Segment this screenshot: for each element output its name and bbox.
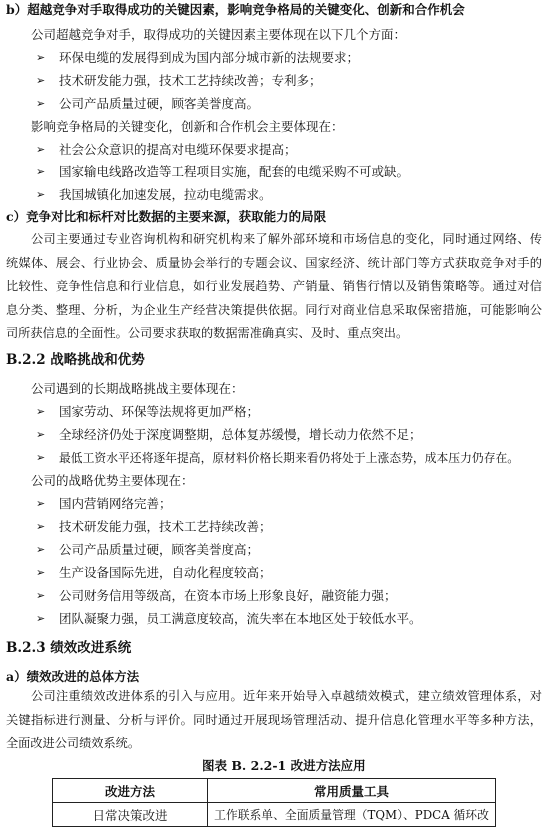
table-cell: 工作联系单、全面质量管理（TQM）、PDCA 循环改 [208, 803, 496, 827]
list-item: 技术研发能力强，技术工艺持续改善； [59, 519, 272, 534]
list-item: 社会公众意识的提高对电缆环保要求提高； [59, 142, 297, 157]
bullet-arrow-icon: ➢ [36, 405, 46, 418]
list-item: 生产设备国际先进，自动化程度较高； [59, 565, 272, 580]
section-b-intro-2: 影响竞争格局的关键变化，创新和合作机会主要体现在： [31, 119, 344, 134]
list-item: 公司产品质量过硬，顾客美誉度高。 [59, 96, 260, 111]
bullet-arrow-icon: ➢ [36, 566, 46, 579]
improvement-methods-table [52, 778, 496, 827]
bullet-arrow-icon: ➢ [36, 51, 46, 64]
table-row [53, 803, 496, 827]
list-item: 国内营销网络完善； [59, 496, 172, 511]
bullet-arrow-icon: ➢ [36, 612, 46, 625]
bullet-arrow-icon: ➢ [36, 165, 46, 178]
section-b23-paragraph: 公司注重绩效改进体系的引入与应用。近年来开始导入卓越绩效模式，建立绩效管理体系，对关键指标进行测量、分析与评价。同时通过开展现场管理活动、提升信息化管理水平等多种方法，全面改进公司绩效系统。 [6, 689, 542, 751]
bullet-arrow-icon: ➢ [36, 143, 46, 156]
list-item: 国家输电线路改造等工程项目实施，配套的电缆采购不可或缺。 [59, 164, 410, 179]
list-item: 环保电缆的发展得到成为国内部分城市新的法规要求； [59, 50, 360, 65]
section-b22-intro-2: 公司的战略优势主要体现在： [31, 473, 194, 488]
list-item: 我国城镇化加速发展，拉动电缆需求。 [59, 187, 272, 202]
section-b23-heading: B.2.3 绩效改进系统 [6, 640, 132, 656]
table-caption: 图表 B. 2.2-1 改进方法应用 [202, 758, 366, 773]
bullet-arrow-icon: ➢ [36, 451, 46, 464]
list-item: 技术研发能力强，技术工艺持续改善；专利多； [59, 73, 322, 88]
bullet-arrow-icon: ➢ [36, 97, 46, 110]
list-item: 公司财务信用等级高，在资本市场上形象良好，融资能力强； [59, 588, 397, 603]
list-item: 团队凝聚力强，员工满意度较高，流失率在本地区处于较低水平。 [59, 611, 422, 626]
list-item: 全球经济仍处于深度调整期，总体复苏缓慢，增长动力依然不足； [59, 427, 422, 442]
section-b22-heading: B.2.2 战略挑战和优势 [6, 352, 145, 368]
table-header: 常用质量工具 [208, 779, 496, 803]
list-item: 国家劳动、环保等法规将更加严格； [59, 404, 260, 419]
section-c-paragraph: 公司主要通过专业咨询机构和研究机构来了解外部环境和市场信息的变化，同时通过网络、传统媒体、展会、行业协会、质量协会举行的专题会议、国家经济、统计部门等方式获取竞争对手的比较性、竞争性信息和行业信息，如行业发展趋势、产销量、销售行情以及销售策略等。通过对信息分类、整理、分析，为企业生产经营决策提供依据。同行对商业信息采取保密措施，可能影响公司所获信息的全面性。公司要求获取的数据需准确真实、及时、重点突出。 [6, 232, 542, 341]
section-b22-intro-1: 公司遇到的长期战略挑战主要体现在： [31, 381, 244, 396]
section-b-intro-1: 公司超越竞争对手，取得成功的关键因素主要体现在以下几个方面： [31, 27, 407, 42]
bullet-arrow-icon: ➢ [36, 589, 46, 602]
bullet-arrow-icon: ➢ [36, 188, 46, 201]
section-c-heading: c）竞争对比和标杆对比数据的主要来源，获取能力的局限 [6, 209, 327, 224]
section-b23-sub-a: a）绩效改进的总体方法 [6, 669, 140, 684]
table-cell: 日常决策改进 [53, 803, 208, 827]
list-item: 公司产品质量过硬，顾客美誉度高； [59, 542, 260, 557]
list-item: 最低工资水平还将逐年提高，原材料价格长期来看仍将处于上涨态势，成本压力仍存在。 [59, 451, 520, 465]
bullet-arrow-icon: ➢ [36, 520, 46, 533]
bullet-arrow-icon: ➢ [36, 74, 46, 87]
table-header: 改进方法 [53, 779, 208, 803]
bullet-arrow-icon: ➢ [36, 428, 46, 441]
section-b-heading: b）超越竞争对手取得成功的关键因素，影响竞争格局的关键变化、创新和合作机会 [6, 2, 465, 17]
bullet-arrow-icon: ➢ [36, 543, 46, 556]
bullet-arrow-icon: ➢ [36, 497, 46, 510]
